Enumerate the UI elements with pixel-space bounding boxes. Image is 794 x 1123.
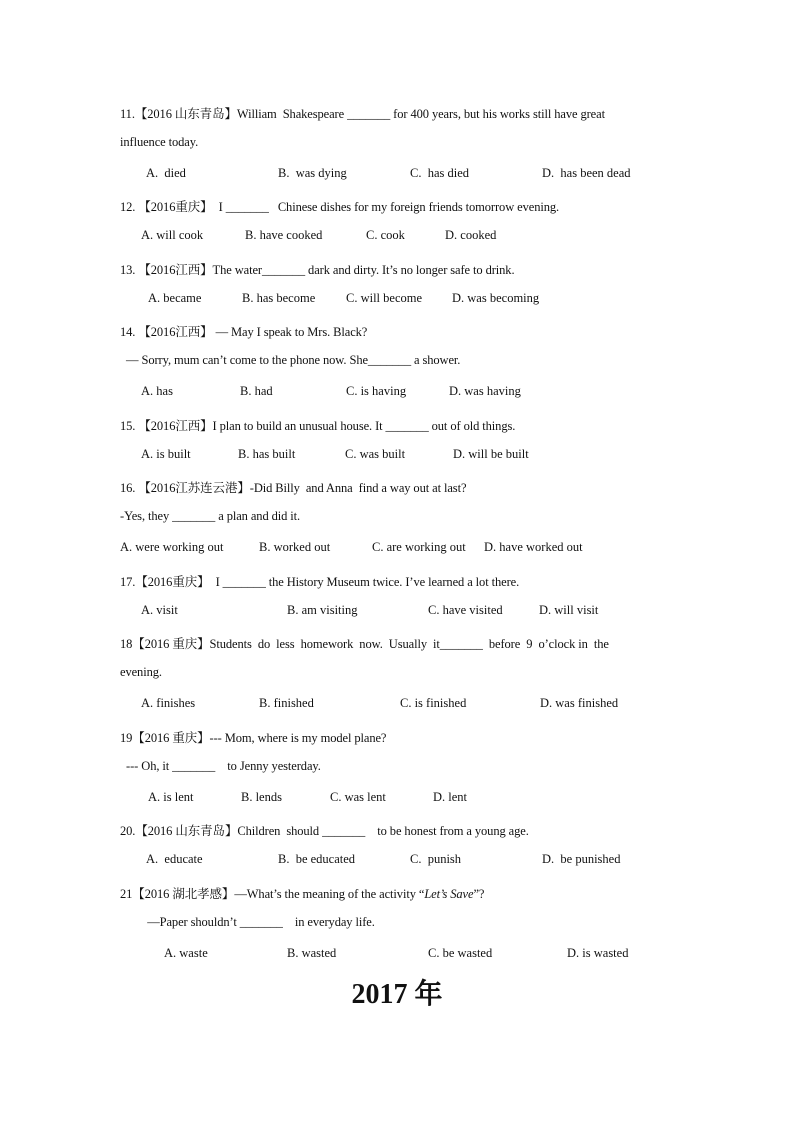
q19-option-a: A. is lent [148,790,194,804]
q14-stem-line2: — Sorry, mum can’t come to the phone now. She_______ a shower. [120,353,461,367]
q18-option-b: B. finished [259,696,314,710]
q21-option-d: D. is wasted [567,946,629,960]
q17-option-d: D. will visit [539,603,599,617]
q20-option-b: B. be educated [278,852,356,866]
q15-option-b: B. has built [238,447,296,461]
q11-option-b: B. was dying [278,166,347,180]
q15-stem: 15. 【2016江西】I plan to build an unusual house. It _______ out of old things. [120,419,516,433]
q16-option-d: D. have worked out [484,540,583,554]
q13-option-c: C. will become [346,291,423,305]
q21-option-c: C. be wasted [428,946,493,960]
q20-stem: 20.【2016 山东青岛】Children should _______ to be honest from a young age. [120,824,529,838]
q13-stem: 13. 【2016江西】The water_______ dark and dirty. It’s no longer safe to drink. [120,263,515,277]
q11-stem-line1: 11.【2016 山东青岛】William Shakespeare _______ for 400 years, but his works still have great [120,107,605,121]
q11-option-a: A. died [146,166,186,180]
q17-option-a: A. visit [141,603,178,617]
q12-option-a: A. will cook [141,228,204,242]
q16-option-a: A. were working out [120,540,224,554]
q16-stem-line2: -Yes, they _______ a plan and did it. [120,509,301,523]
q17-option-c: C. have visited [428,603,503,617]
q21-stem-text: 21【2016 湖北孝感】—What’s the meaning of the activity “ [120,887,425,901]
q12-stem: 12. 【2016重庆】 I _______ Chinese dishes for my foreign friends tomorrow evening. [120,200,560,214]
q14-option-b: B. had [240,384,273,398]
q14-option-a: A. has [141,384,173,398]
q19-option-c: C. was lent [330,790,386,804]
q16-stem-line1: 16. 【2016江苏连云港】-Did Billy and Anna find a way out at last? [120,481,467,495]
q16-option-b: B. worked out [259,540,331,554]
q11-option-c: C. has died [410,166,470,180]
q11-option-d: D. has been dead [542,166,631,180]
q18-option-c: C. is finished [400,696,467,710]
q19-option-b: B. lends [241,790,282,804]
q12-option-b: B. have cooked [245,228,323,242]
q20-option-c: C. punish [410,852,462,866]
q21-quote-tail: ”? [473,887,485,901]
q13-option-a: A. became [148,291,202,305]
q15-option-d: D. will be built [453,447,529,461]
q20-option-a: A. educate [146,852,203,866]
q17-option-b: B. am visiting [287,603,358,617]
q19-option-d: D. lent [433,790,468,804]
q14-stem-line1: 14. 【2016江西】 — May I speak to Mrs. Black? [120,325,368,339]
q13-option-b: B. has become [242,291,316,305]
q18-option-a: A. finishes [141,696,196,710]
q12-option-c: C. cook [366,228,405,242]
q11-stem-line2: influence today. [120,135,199,149]
q12-option-d: D. cooked [445,228,497,242]
q15-option-a: A. is built [141,447,191,461]
q17-stem: 17.【2016重庆】 I _______ the History Museum twice. I’ve learned a lot there. [120,575,520,589]
q18-stem-line2: evening. [120,665,162,679]
q13-option-d: D. was becoming [452,291,540,305]
q21-stem-line2: —Paper shouldn’t _______ in everyday life. [120,915,375,929]
q14-option-c: C. is having [346,384,407,398]
q21-stem-line1 [120,884,484,902]
q14-option-d: D. was having [449,384,521,398]
section-heading: 2017 年 [351,979,443,1010]
q20-option-d: D. be punished [542,852,621,866]
q19-stem-line1: 19【2016 重庆】--- Mom, where is my model plane? [120,731,387,745]
q21-option-b: B. wasted [287,946,337,960]
q19-stem-line2: --- Oh, it _______ to Jenny yesterday. [120,759,321,773]
q15-option-c: C. was built [345,447,406,461]
q18-option-d: D. was finished [540,696,619,710]
q21-option-a: A. waste [164,946,208,960]
q16-option-c: C. are working out [372,540,466,554]
q18-stem-line1: 18【2016 重庆】Students do less homework now. Usually it_______ before 9 o’clock in the [120,637,609,651]
q21-quoted-phrase: Let’s Save [424,887,474,901]
